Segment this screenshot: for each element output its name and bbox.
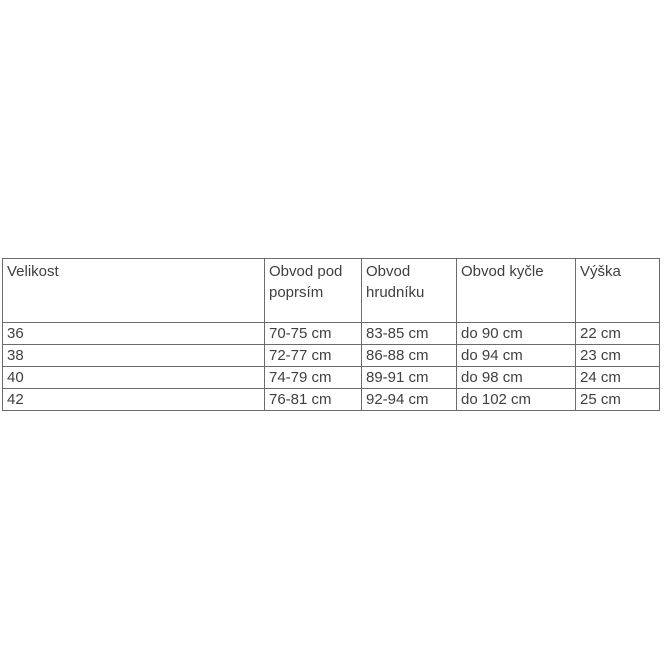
cell-height: 25 cm bbox=[576, 389, 660, 411]
cell-size: 40 bbox=[3, 367, 265, 389]
cell-hip: do 102 cm bbox=[457, 389, 576, 411]
cell-chest: 92-94 cm bbox=[362, 389, 457, 411]
table-row bbox=[3, 323, 660, 345]
cell-chest: 83-85 cm bbox=[362, 323, 457, 345]
cell-chest: 86-88 cm bbox=[362, 345, 457, 367]
header-velikost: Velikost bbox=[3, 259, 265, 323]
table-row bbox=[3, 389, 660, 411]
cell-underbust: 76-81 cm bbox=[265, 389, 362, 411]
cell-underbust: 70-75 cm bbox=[265, 323, 362, 345]
cell-height: 23 cm bbox=[576, 345, 660, 367]
cell-hip: do 98 cm bbox=[457, 367, 576, 389]
cell-size: 38 bbox=[3, 345, 265, 367]
size-chart-table bbox=[2, 258, 660, 411]
table-row bbox=[3, 345, 660, 367]
cell-height: 24 cm bbox=[576, 367, 660, 389]
header-vyska: Výška bbox=[576, 259, 660, 323]
cell-height: 22 cm bbox=[576, 323, 660, 345]
table-row bbox=[3, 367, 660, 389]
header-obvod-pod-poprsim: Obvod pod poprsím bbox=[265, 259, 362, 323]
header-obvod-hrudniku: Obvod hrudníku bbox=[362, 259, 457, 323]
table-header-row bbox=[3, 259, 660, 323]
cell-underbust: 72-77 cm bbox=[265, 345, 362, 367]
header-obvod-kycle: Obvod kyčle bbox=[457, 259, 576, 323]
cell-hip: do 90 cm bbox=[457, 323, 576, 345]
cell-size: 42 bbox=[3, 389, 265, 411]
cell-size: 36 bbox=[3, 323, 265, 345]
cell-hip: do 94 cm bbox=[457, 345, 576, 367]
cell-underbust: 74-79 cm bbox=[265, 367, 362, 389]
cell-chest: 89-91 cm bbox=[362, 367, 457, 389]
